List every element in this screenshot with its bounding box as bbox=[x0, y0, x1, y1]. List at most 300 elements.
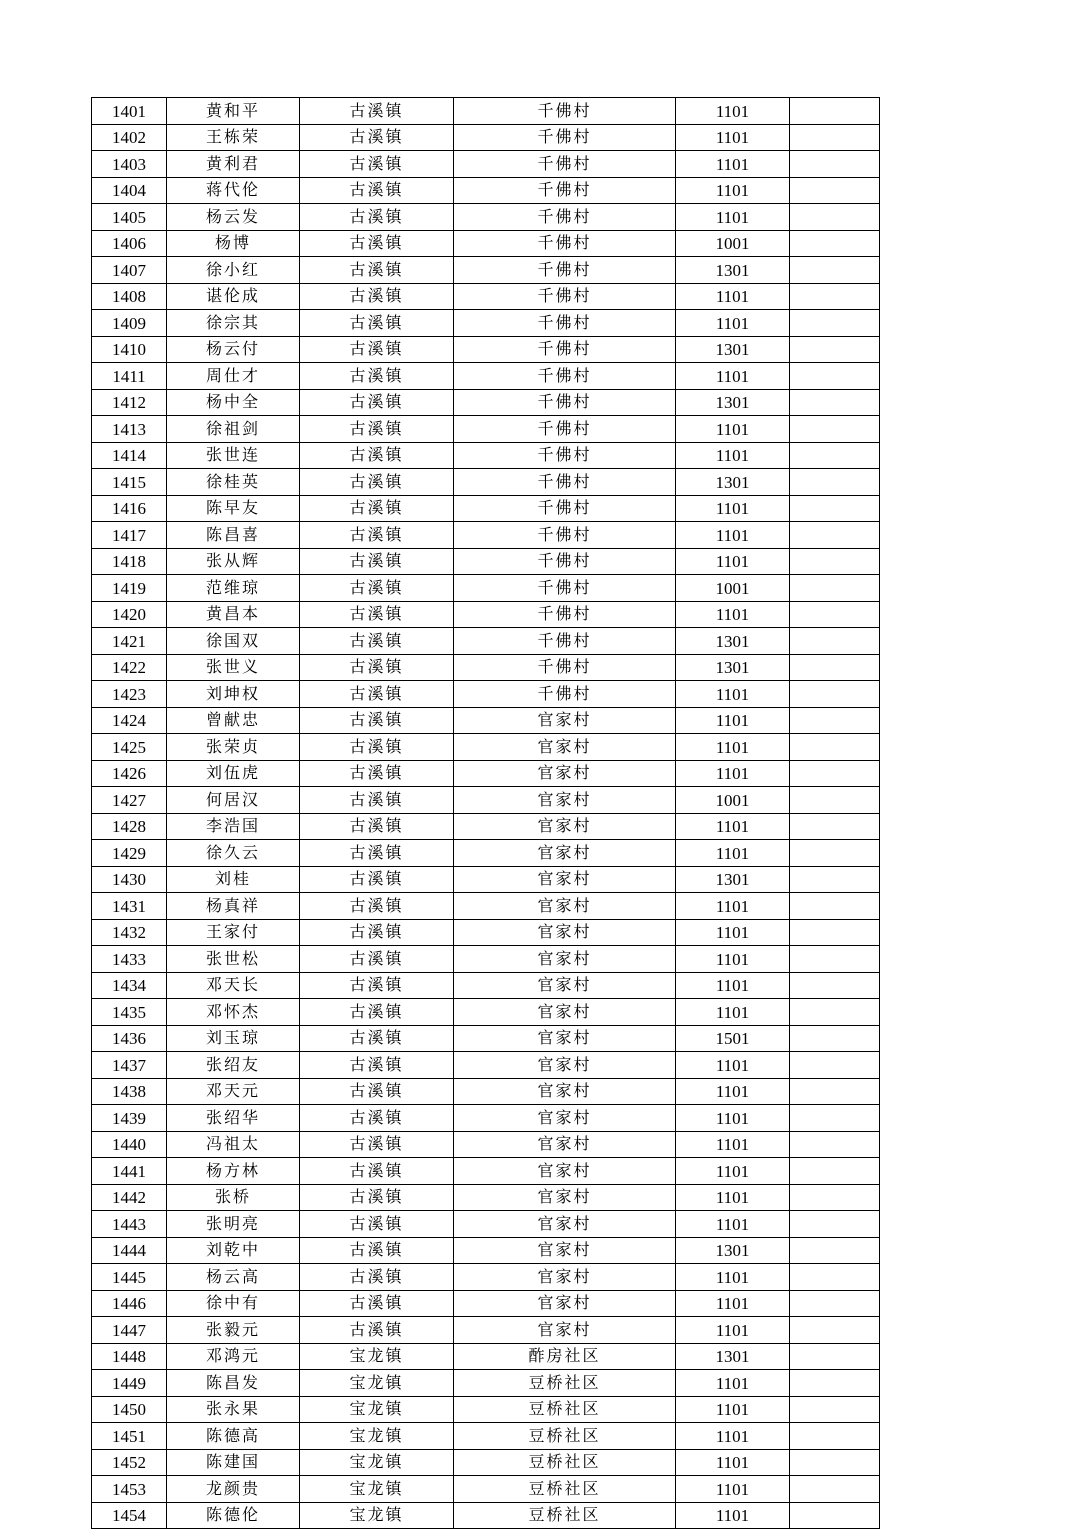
code-cell: 1501 bbox=[676, 1025, 790, 1052]
town-cell: 古溪镇 bbox=[300, 1237, 454, 1264]
name-cell: 杨中全 bbox=[167, 389, 300, 416]
row-number-cell: 1403 bbox=[92, 151, 167, 178]
village-cell: 豆桥社区 bbox=[454, 1370, 676, 1397]
village-cell: 官家村 bbox=[454, 1211, 676, 1238]
code-cell: 1101 bbox=[676, 177, 790, 204]
row-number-cell: 1434 bbox=[92, 972, 167, 999]
note-cell bbox=[790, 1423, 880, 1450]
table-row bbox=[92, 1396, 880, 1423]
table-row bbox=[92, 1025, 880, 1052]
village-cell: 千佛村 bbox=[454, 416, 676, 443]
village-cell: 千佛村 bbox=[454, 575, 676, 602]
code-cell: 1101 bbox=[676, 1370, 790, 1397]
code-cell: 1101 bbox=[676, 204, 790, 231]
name-cell: 徐祖剑 bbox=[167, 416, 300, 443]
note-cell bbox=[790, 919, 880, 946]
table-row bbox=[92, 363, 880, 390]
town-cell: 古溪镇 bbox=[300, 1290, 454, 1317]
note-cell bbox=[790, 151, 880, 178]
village-cell: 官家村 bbox=[454, 946, 676, 973]
town-cell: 古溪镇 bbox=[300, 999, 454, 1026]
village-cell: 官家村 bbox=[454, 1237, 676, 1264]
code-cell: 1101 bbox=[676, 1476, 790, 1503]
town-cell: 古溪镇 bbox=[300, 1105, 454, 1132]
note-cell bbox=[790, 363, 880, 390]
village-cell: 千佛村 bbox=[454, 98, 676, 125]
village-cell: 官家村 bbox=[454, 760, 676, 787]
table-row bbox=[92, 893, 880, 920]
table-row bbox=[92, 257, 880, 284]
name-cell: 徐宗其 bbox=[167, 310, 300, 337]
row-number-cell: 1450 bbox=[92, 1396, 167, 1423]
code-cell: 1101 bbox=[676, 919, 790, 946]
row-number-cell: 1448 bbox=[92, 1343, 167, 1370]
name-cell: 陈早友 bbox=[167, 495, 300, 522]
village-cell: 千佛村 bbox=[454, 257, 676, 284]
name-cell: 曾献忠 bbox=[167, 707, 300, 734]
table-body bbox=[92, 98, 880, 1529]
name-cell: 邓天元 bbox=[167, 1078, 300, 1105]
row-number-cell: 1445 bbox=[92, 1264, 167, 1291]
village-cell: 千佛村 bbox=[454, 151, 676, 178]
table-row bbox=[92, 1158, 880, 1185]
row-number-cell: 1423 bbox=[92, 681, 167, 708]
note-cell bbox=[790, 1078, 880, 1105]
row-number-cell: 1454 bbox=[92, 1502, 167, 1529]
table-row bbox=[92, 1476, 880, 1503]
town-cell: 宝龙镇 bbox=[300, 1449, 454, 1476]
town-cell: 古溪镇 bbox=[300, 840, 454, 867]
town-cell: 古溪镇 bbox=[300, 893, 454, 920]
row-number-cell: 1404 bbox=[92, 177, 167, 204]
town-cell: 宝龙镇 bbox=[300, 1423, 454, 1450]
row-number-cell: 1447 bbox=[92, 1317, 167, 1344]
note-cell bbox=[790, 999, 880, 1026]
table-row bbox=[92, 124, 880, 151]
code-cell: 1301 bbox=[676, 1237, 790, 1264]
code-cell: 1101 bbox=[676, 363, 790, 390]
town-cell: 宝龙镇 bbox=[300, 1396, 454, 1423]
name-cell: 谌伦成 bbox=[167, 283, 300, 310]
note-cell bbox=[790, 1290, 880, 1317]
village-cell: 千佛村 bbox=[454, 204, 676, 231]
code-cell: 1101 bbox=[676, 416, 790, 443]
code-cell: 1101 bbox=[676, 1184, 790, 1211]
town-cell: 古溪镇 bbox=[300, 389, 454, 416]
village-cell: 豆桥社区 bbox=[454, 1396, 676, 1423]
code-cell: 1001 bbox=[676, 787, 790, 814]
note-cell bbox=[790, 1264, 880, 1291]
table-row bbox=[92, 999, 880, 1026]
village-cell: 官家村 bbox=[454, 999, 676, 1026]
village-cell: 豆桥社区 bbox=[454, 1449, 676, 1476]
code-cell: 1301 bbox=[676, 628, 790, 655]
town-cell: 古溪镇 bbox=[300, 1025, 454, 1052]
village-cell: 千佛村 bbox=[454, 177, 676, 204]
row-number-cell: 1433 bbox=[92, 946, 167, 973]
table-row bbox=[92, 416, 880, 443]
table-row bbox=[92, 389, 880, 416]
name-cell: 蒋代伦 bbox=[167, 177, 300, 204]
town-cell: 宝龙镇 bbox=[300, 1476, 454, 1503]
name-cell: 刘玉琼 bbox=[167, 1025, 300, 1052]
name-cell: 何居汉 bbox=[167, 787, 300, 814]
note-cell bbox=[790, 866, 880, 893]
note-cell bbox=[790, 1396, 880, 1423]
row-number-cell: 1413 bbox=[92, 416, 167, 443]
village-cell: 酢房社区 bbox=[454, 1343, 676, 1370]
table-row bbox=[92, 310, 880, 337]
town-cell: 古溪镇 bbox=[300, 681, 454, 708]
table-row bbox=[92, 1264, 880, 1291]
code-cell: 1101 bbox=[676, 734, 790, 761]
name-cell: 张绍华 bbox=[167, 1105, 300, 1132]
town-cell: 古溪镇 bbox=[300, 707, 454, 734]
town-cell: 古溪镇 bbox=[300, 469, 454, 496]
table-row bbox=[92, 972, 880, 999]
name-cell: 杨真祥 bbox=[167, 893, 300, 920]
name-cell: 李浩国 bbox=[167, 813, 300, 840]
town-cell: 古溪镇 bbox=[300, 1078, 454, 1105]
town-cell: 古溪镇 bbox=[300, 628, 454, 655]
town-cell: 古溪镇 bbox=[300, 1052, 454, 1079]
village-cell: 官家村 bbox=[454, 707, 676, 734]
code-cell: 1101 bbox=[676, 548, 790, 575]
code-cell: 1101 bbox=[676, 681, 790, 708]
code-cell: 1101 bbox=[676, 1290, 790, 1317]
name-cell: 陈昌喜 bbox=[167, 522, 300, 549]
town-cell: 古溪镇 bbox=[300, 442, 454, 469]
village-cell: 官家村 bbox=[454, 787, 676, 814]
note-cell bbox=[790, 1211, 880, 1238]
code-cell: 1101 bbox=[676, 840, 790, 867]
table-row bbox=[92, 1105, 880, 1132]
name-cell: 陈建国 bbox=[167, 1449, 300, 1476]
town-cell: 古溪镇 bbox=[300, 1264, 454, 1291]
code-cell: 1101 bbox=[676, 1078, 790, 1105]
row-number-cell: 1444 bbox=[92, 1237, 167, 1264]
name-cell: 黄和平 bbox=[167, 98, 300, 125]
village-cell: 官家村 bbox=[454, 1158, 676, 1185]
note-cell bbox=[790, 495, 880, 522]
village-cell: 千佛村 bbox=[454, 363, 676, 390]
note-cell bbox=[790, 893, 880, 920]
town-cell: 古溪镇 bbox=[300, 575, 454, 602]
name-cell: 张世义 bbox=[167, 654, 300, 681]
note-cell bbox=[790, 1158, 880, 1185]
row-number-cell: 1412 bbox=[92, 389, 167, 416]
code-cell: 1101 bbox=[676, 1131, 790, 1158]
town-cell: 古溪镇 bbox=[300, 522, 454, 549]
code-cell: 1101 bbox=[676, 1423, 790, 1450]
note-cell bbox=[790, 734, 880, 761]
town-cell: 古溪镇 bbox=[300, 283, 454, 310]
town-cell: 古溪镇 bbox=[300, 946, 454, 973]
note-cell bbox=[790, 654, 880, 681]
name-cell: 周仕才 bbox=[167, 363, 300, 390]
code-cell: 1101 bbox=[676, 1105, 790, 1132]
village-cell: 豆桥社区 bbox=[454, 1502, 676, 1529]
name-cell: 刘坤权 bbox=[167, 681, 300, 708]
table-row bbox=[92, 1317, 880, 1344]
village-cell: 官家村 bbox=[454, 1078, 676, 1105]
village-cell: 官家村 bbox=[454, 893, 676, 920]
town-cell: 古溪镇 bbox=[300, 1158, 454, 1185]
town-cell: 古溪镇 bbox=[300, 416, 454, 443]
town-cell: 古溪镇 bbox=[300, 734, 454, 761]
code-cell: 1001 bbox=[676, 230, 790, 257]
village-cell: 千佛村 bbox=[454, 469, 676, 496]
table-row bbox=[92, 1343, 880, 1370]
village-cell: 官家村 bbox=[454, 734, 676, 761]
table-row bbox=[92, 787, 880, 814]
note-cell bbox=[790, 124, 880, 151]
note-cell bbox=[790, 1025, 880, 1052]
table-row bbox=[92, 469, 880, 496]
row-number-cell: 1408 bbox=[92, 283, 167, 310]
table-row bbox=[92, 283, 880, 310]
name-cell: 徐久云 bbox=[167, 840, 300, 867]
table-row bbox=[92, 866, 880, 893]
row-number-cell: 1440 bbox=[92, 1131, 167, 1158]
table-row bbox=[92, 1211, 880, 1238]
town-cell: 古溪镇 bbox=[300, 919, 454, 946]
town-cell: 古溪镇 bbox=[300, 787, 454, 814]
village-cell: 千佛村 bbox=[454, 124, 676, 151]
code-cell: 1101 bbox=[676, 707, 790, 734]
row-number-cell: 1453 bbox=[92, 1476, 167, 1503]
name-cell: 王栋荣 bbox=[167, 124, 300, 151]
town-cell: 古溪镇 bbox=[300, 230, 454, 257]
row-number-cell: 1442 bbox=[92, 1184, 167, 1211]
table-row bbox=[92, 601, 880, 628]
code-cell: 1301 bbox=[676, 257, 790, 284]
code-cell: 1101 bbox=[676, 813, 790, 840]
name-cell: 邓鸿元 bbox=[167, 1343, 300, 1370]
name-cell: 陈昌发 bbox=[167, 1370, 300, 1397]
code-cell: 1101 bbox=[676, 1317, 790, 1344]
note-cell bbox=[790, 707, 880, 734]
name-cell: 黄昌本 bbox=[167, 601, 300, 628]
village-cell: 千佛村 bbox=[454, 336, 676, 363]
note-cell bbox=[790, 389, 880, 416]
village-cell: 千佛村 bbox=[454, 522, 676, 549]
table-row bbox=[92, 1078, 880, 1105]
row-number-cell: 1430 bbox=[92, 866, 167, 893]
name-cell: 徐中有 bbox=[167, 1290, 300, 1317]
table-row bbox=[92, 177, 880, 204]
name-cell: 范维琼 bbox=[167, 575, 300, 602]
table-row bbox=[92, 1131, 880, 1158]
row-number-cell: 1418 bbox=[92, 548, 167, 575]
table-row bbox=[92, 98, 880, 125]
note-cell bbox=[790, 840, 880, 867]
note-cell bbox=[790, 760, 880, 787]
code-cell: 1101 bbox=[676, 151, 790, 178]
village-cell: 千佛村 bbox=[454, 495, 676, 522]
town-cell: 古溪镇 bbox=[300, 1317, 454, 1344]
note-cell bbox=[790, 283, 880, 310]
village-cell: 官家村 bbox=[454, 919, 676, 946]
town-cell: 古溪镇 bbox=[300, 257, 454, 284]
table-row bbox=[92, 628, 880, 655]
note-cell bbox=[790, 310, 880, 337]
town-cell: 古溪镇 bbox=[300, 124, 454, 151]
town-cell: 古溪镇 bbox=[300, 151, 454, 178]
code-cell: 1001 bbox=[676, 575, 790, 602]
note-cell bbox=[790, 257, 880, 284]
table-row bbox=[92, 919, 880, 946]
town-cell: 古溪镇 bbox=[300, 972, 454, 999]
village-cell: 官家村 bbox=[454, 1025, 676, 1052]
note-cell bbox=[790, 177, 880, 204]
town-cell: 古溪镇 bbox=[300, 760, 454, 787]
village-cell: 官家村 bbox=[454, 1052, 676, 1079]
town-cell: 古溪镇 bbox=[300, 336, 454, 363]
village-cell: 豆桥社区 bbox=[454, 1476, 676, 1503]
row-number-cell: 1439 bbox=[92, 1105, 167, 1132]
code-cell: 1101 bbox=[676, 310, 790, 337]
table-row bbox=[92, 734, 880, 761]
village-cell: 官家村 bbox=[454, 1184, 676, 1211]
village-cell: 官家村 bbox=[454, 1105, 676, 1132]
name-cell: 张荣贞 bbox=[167, 734, 300, 761]
village-cell: 豆桥社区 bbox=[454, 1423, 676, 1450]
name-cell: 张世连 bbox=[167, 442, 300, 469]
village-cell: 千佛村 bbox=[454, 654, 676, 681]
note-cell bbox=[790, 1370, 880, 1397]
table-row bbox=[92, 1052, 880, 1079]
code-cell: 1101 bbox=[676, 98, 790, 125]
note-cell bbox=[790, 1502, 880, 1529]
town-cell: 古溪镇 bbox=[300, 654, 454, 681]
row-number-cell: 1427 bbox=[92, 787, 167, 814]
village-cell: 千佛村 bbox=[454, 442, 676, 469]
note-cell bbox=[790, 787, 880, 814]
name-cell: 冯祖太 bbox=[167, 1131, 300, 1158]
table-row bbox=[92, 522, 880, 549]
name-cell: 杨方林 bbox=[167, 1158, 300, 1185]
note-cell bbox=[790, 1343, 880, 1370]
name-cell: 刘桂 bbox=[167, 866, 300, 893]
note-cell bbox=[790, 1237, 880, 1264]
village-cell: 官家村 bbox=[454, 1290, 676, 1317]
note-cell bbox=[790, 628, 880, 655]
town-cell: 古溪镇 bbox=[300, 1184, 454, 1211]
name-cell: 杨云高 bbox=[167, 1264, 300, 1291]
table-row bbox=[92, 840, 880, 867]
row-number-cell: 1402 bbox=[92, 124, 167, 151]
row-number-cell: 1415 bbox=[92, 469, 167, 496]
note-cell bbox=[790, 575, 880, 602]
table-row bbox=[92, 707, 880, 734]
note-cell bbox=[790, 230, 880, 257]
table-row bbox=[92, 1423, 880, 1450]
row-number-cell: 1409 bbox=[92, 310, 167, 337]
note-cell bbox=[790, 442, 880, 469]
note-cell bbox=[790, 98, 880, 125]
row-number-cell: 1426 bbox=[92, 760, 167, 787]
village-cell: 千佛村 bbox=[454, 310, 676, 337]
row-number-cell: 1432 bbox=[92, 919, 167, 946]
name-cell: 陈德伦 bbox=[167, 1502, 300, 1529]
code-cell: 1101 bbox=[676, 1264, 790, 1291]
village-cell: 官家村 bbox=[454, 1264, 676, 1291]
code-cell: 1301 bbox=[676, 866, 790, 893]
note-cell bbox=[790, 548, 880, 575]
village-cell: 官家村 bbox=[454, 1131, 676, 1158]
note-cell bbox=[790, 813, 880, 840]
town-cell: 古溪镇 bbox=[300, 310, 454, 337]
village-cell: 官家村 bbox=[454, 972, 676, 999]
town-cell: 古溪镇 bbox=[300, 548, 454, 575]
town-cell: 古溪镇 bbox=[300, 177, 454, 204]
table-row bbox=[92, 1370, 880, 1397]
note-cell bbox=[790, 681, 880, 708]
table-row bbox=[92, 946, 880, 973]
name-cell: 陈德高 bbox=[167, 1423, 300, 1450]
row-number-cell: 1425 bbox=[92, 734, 167, 761]
row-number-cell: 1422 bbox=[92, 654, 167, 681]
table-row bbox=[92, 813, 880, 840]
code-cell: 1101 bbox=[676, 283, 790, 310]
town-cell: 古溪镇 bbox=[300, 204, 454, 231]
town-cell: 古溪镇 bbox=[300, 495, 454, 522]
table-row bbox=[92, 230, 880, 257]
table-row bbox=[92, 204, 880, 231]
town-cell: 古溪镇 bbox=[300, 813, 454, 840]
note-cell bbox=[790, 336, 880, 363]
note-cell bbox=[790, 1052, 880, 1079]
table-row bbox=[92, 681, 880, 708]
village-cell: 官家村 bbox=[454, 866, 676, 893]
table-row bbox=[92, 495, 880, 522]
town-cell: 古溪镇 bbox=[300, 98, 454, 125]
code-cell: 1101 bbox=[676, 760, 790, 787]
table-row bbox=[92, 548, 880, 575]
village-cell: 千佛村 bbox=[454, 548, 676, 575]
code-cell: 1101 bbox=[676, 1449, 790, 1476]
code-cell: 1301 bbox=[676, 389, 790, 416]
note-cell bbox=[790, 1317, 880, 1344]
code-cell: 1101 bbox=[676, 442, 790, 469]
row-number-cell: 1436 bbox=[92, 1025, 167, 1052]
name-cell: 邓怀杰 bbox=[167, 999, 300, 1026]
row-number-cell: 1411 bbox=[92, 363, 167, 390]
row-number-cell: 1419 bbox=[92, 575, 167, 602]
name-cell: 张从辉 bbox=[167, 548, 300, 575]
table-row bbox=[92, 1184, 880, 1211]
data-table bbox=[91, 97, 880, 1529]
name-cell: 张明亮 bbox=[167, 1211, 300, 1238]
code-cell: 1101 bbox=[676, 972, 790, 999]
name-cell: 徐国双 bbox=[167, 628, 300, 655]
note-cell bbox=[790, 522, 880, 549]
village-cell: 千佛村 bbox=[454, 601, 676, 628]
row-number-cell: 1410 bbox=[92, 336, 167, 363]
name-cell: 张毅元 bbox=[167, 1317, 300, 1344]
town-cell: 古溪镇 bbox=[300, 866, 454, 893]
name-cell: 徐桂英 bbox=[167, 469, 300, 496]
note-cell bbox=[790, 1131, 880, 1158]
table-row bbox=[92, 1502, 880, 1529]
row-number-cell: 1420 bbox=[92, 601, 167, 628]
village-cell: 官家村 bbox=[454, 813, 676, 840]
table-row bbox=[92, 1449, 880, 1476]
code-cell: 1101 bbox=[676, 1211, 790, 1238]
name-cell: 张永果 bbox=[167, 1396, 300, 1423]
row-number-cell: 1417 bbox=[92, 522, 167, 549]
